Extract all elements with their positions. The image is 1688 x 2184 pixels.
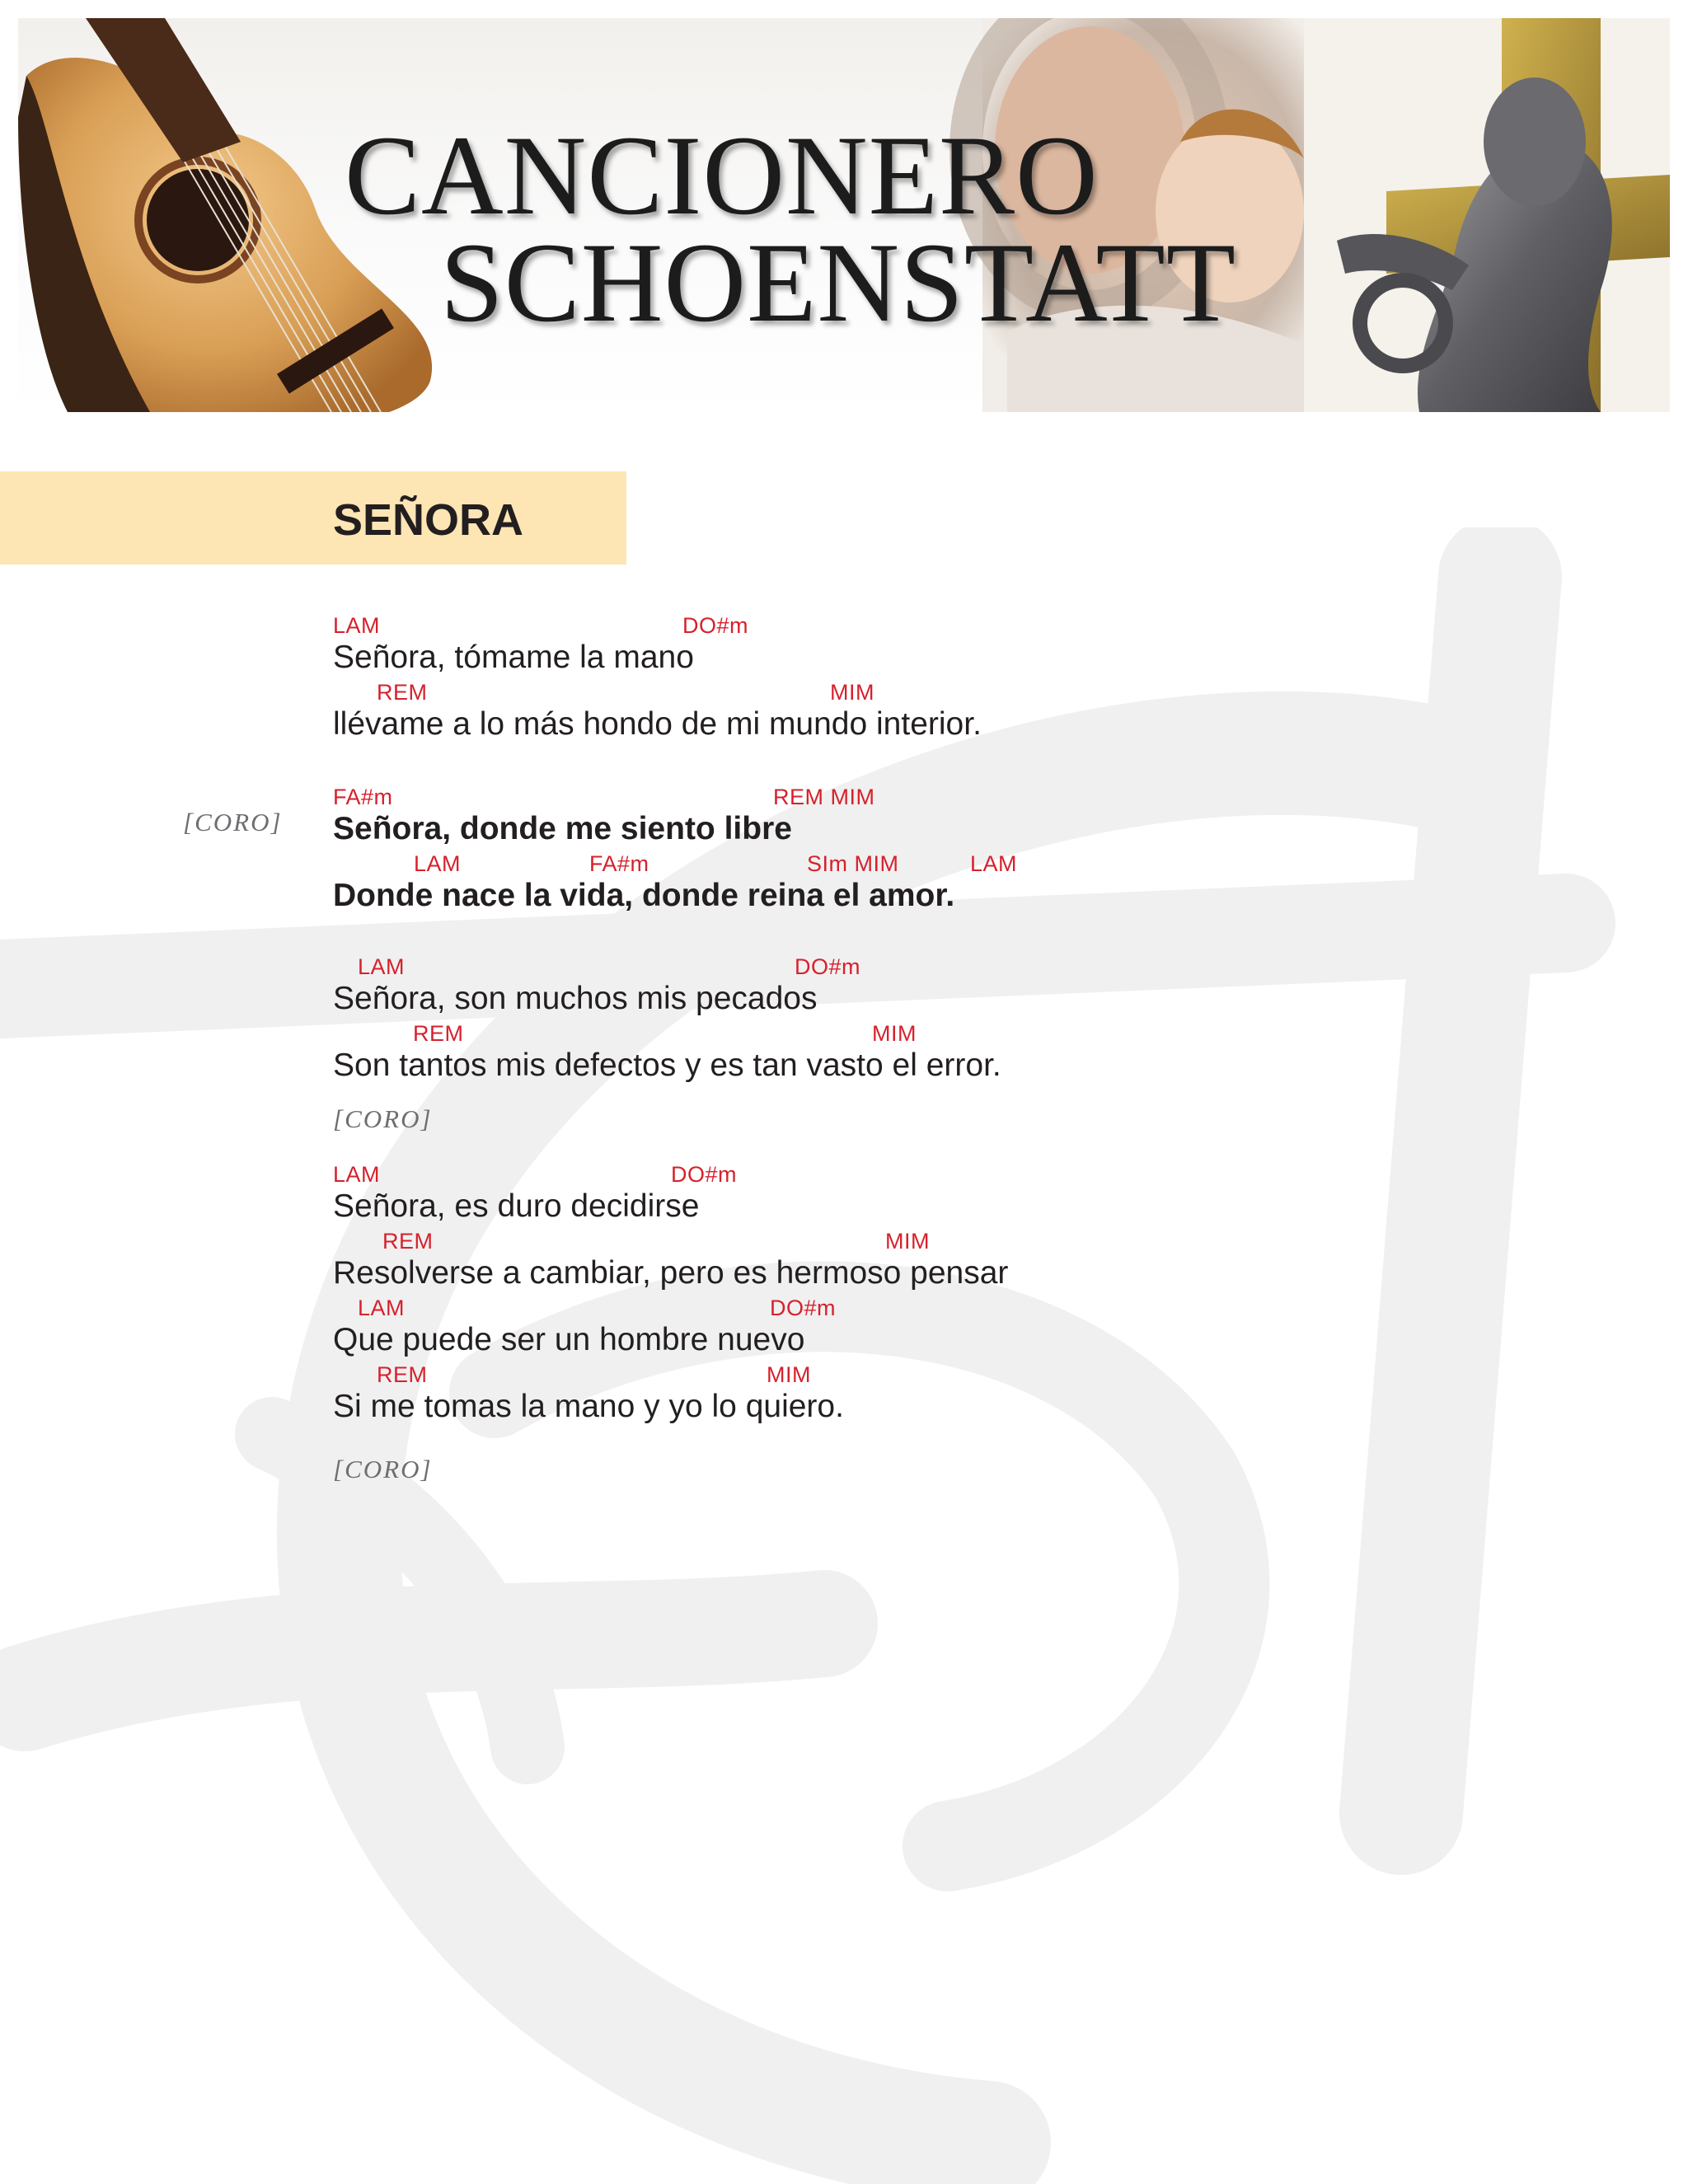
lyric-line: Señora, tómame la mano xyxy=(333,640,694,675)
lyric-line: Si me tomas la mano y yo lo quiero. xyxy=(333,1389,844,1424)
chord: MIM xyxy=(767,1362,811,1387)
banner-title-line1: CANCIONERO xyxy=(345,112,1099,238)
lyric-line: llévame a lo más hondo de mi mundo interior. xyxy=(333,706,982,742)
chord: MIM xyxy=(885,1229,930,1254)
chord: LAM xyxy=(358,954,406,979)
chord: FA#m xyxy=(589,851,649,876)
chord: LAM xyxy=(333,1162,381,1187)
chord: DO#m xyxy=(682,613,749,638)
chord: REM xyxy=(413,1021,464,1046)
chord: LAM xyxy=(333,613,381,638)
coro-marker: [CORO] xyxy=(333,1104,433,1133)
lyric-line: Que puede ser un hombre nuevo xyxy=(333,1322,805,1357)
chord: DO#m xyxy=(770,1296,837,1320)
chord: LAM xyxy=(414,851,462,876)
chord: REM MIM xyxy=(773,785,875,809)
coro-marker: [CORO] xyxy=(183,808,283,837)
lyric-line: Señora, donde me siento libre xyxy=(333,811,792,846)
banner-title-line2: SCHOENSTATT xyxy=(440,219,1237,345)
chord: DO#m xyxy=(671,1162,738,1187)
chord: REM xyxy=(377,1362,428,1387)
chord: REM xyxy=(377,680,428,705)
chord: DO#m xyxy=(795,954,861,979)
chord: LAM xyxy=(358,1296,406,1320)
chord: FA#m xyxy=(333,785,393,809)
lyric-line: Son tantos mis defectos y es tan vasto el error. xyxy=(333,1047,1001,1083)
coro-marker: [CORO] xyxy=(333,1455,433,1483)
chord: REM xyxy=(382,1229,434,1254)
lyric-line: Señora, son muchos mis pecados xyxy=(333,981,818,1016)
chord: MIM xyxy=(830,680,874,705)
song-title: SEÑORA xyxy=(333,495,524,545)
lyric-line: Donde nace la vida, donde reina el amor. xyxy=(333,878,955,913)
lyric-line: Señora, es duro decidirse xyxy=(333,1188,700,1224)
lyric-line: Resolverse a cambiar, pero es hermoso pensar xyxy=(333,1255,1009,1291)
chord: MIM xyxy=(872,1021,917,1046)
chord: LAM xyxy=(970,851,1018,876)
chord: SIm MIM xyxy=(807,851,899,876)
